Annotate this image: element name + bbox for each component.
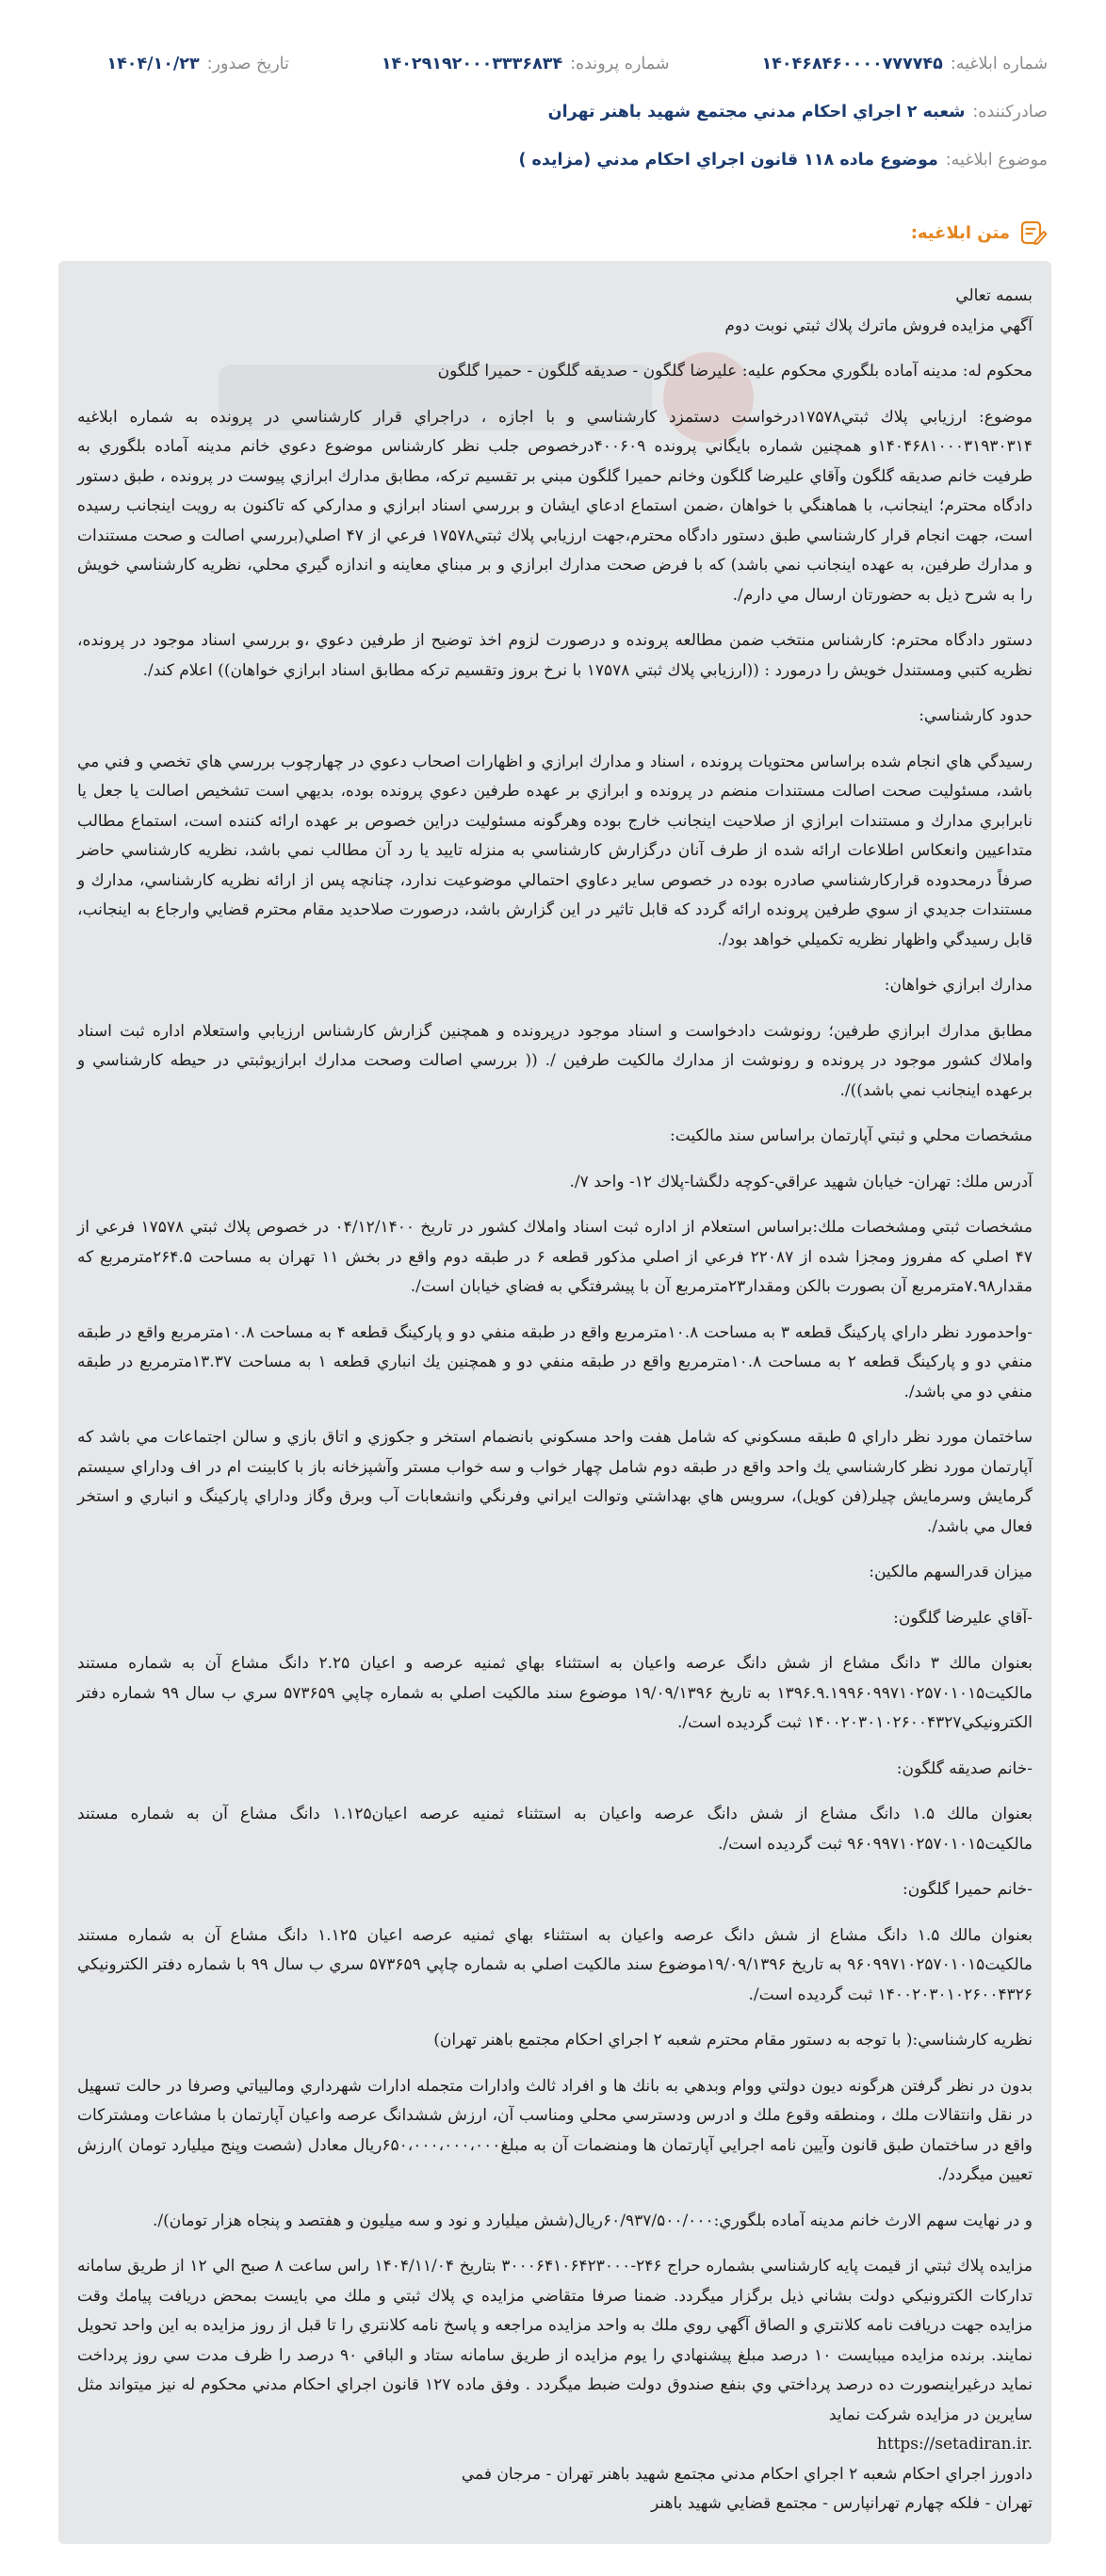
notice-paragraph: حدود كارشناسي: [919,706,1033,725]
notice-paragraph: دستور دادگاه محترم: كارشناس منتخب ضمن مطالعه پرونده و درصورت لزوم اخذ توضيح از طرفين دعوي ،و بررسي اسناد موجود در پرونده، نظريه كتبي ومستندل خويش را درمورد : ((ارزيابي پلاك ثبتي ۱۷۵۷۸ با نرخ بروز وتقسيم تركه مطابق اسناد ابرازي خواهان)) اعلام كند/. [77,631,1033,680]
issuer-row [0,75,1106,123]
notice-paragraph: و در نهايت سهم الارث خانم مدينه آماده بلگوري:۶۰/۹۳۷/۵۰۰/۰۰۰ريال(شش ميليارد و نود و سه ميليون و هفتصد و پنجاه هزار تومان)/. [152,2211,1033,2230]
notice-paragraph: بسمه تعالي آگهي مزايده فروش ماترك پلاك ثبتي نوبت دوم [724,286,1033,335]
notice-paragraph: بعنوان مالك ۱.۵ دانگ مشاع از شش دانگ عرصه واعيان به استثناء ثمنيه عرصه اعيان۱.۱۲۵ دانگ مشاع آن به شماره مستند مالكيت۹۶۰۹۹۷۱۰۲۵۷۰۱۰۱۵ ثبت گرديده است/. [77,1805,1033,1854]
notice-paragraph: بدون در نظر گرفتن هرگونه ديون دولتي ووام وبدهي به بانك ها و افراد ثالث وادارات متجمله ادارات شهرداري وماليياتي وصرفا در حالت تسهيل در نقل وانتقالات ملك ، ومنطقه وقوع ملك و ادرس ودسترسي محلي ومناسب آن، ارزش ششدانگ عرصه واعيان آپارتمان با مشاعات ومشتركات واقع در ساختمان طبق قانون وآيين نامه اجرايي آپارتمان ها ومنضمات آن به مبلغ۶۵۰،۰۰۰،۰۰۰،۰۰۰ريال معادل (شصت وپنج ميليارد تومان )ارزش تعيين ميگردد/. [77,2076,1033,2184]
notice-number-value: ۱۴۰۴۶۸۴۶۰۰۰۰۷۷۷۷۴۵ [761,55,943,73]
notice-paragraph: -آقاي عليرضا گلگون: [893,1608,1033,1628]
notice-paragraph: دادورز اجراي احكام شعبه ۲ اجراي احكام مدني مجتمع شهيد باهنر تهران - مرجان فمي تهران - فلكه چهارم تهرانپارس - مجتمع قضايي شهيد باهنر [461,2464,1033,2513]
notice-paragraph: مشخصات ثبتي ومشخصات ملك:براساس استعلام از اداره ثبت اسناد واملاك كشور در تاريخ ۰۴/۱۲/۱۴۰۰ در خصوص پلاك ثبتي ۱۷۵۷۸ فرعي از ۴۷ اصلي كه مفروز ومجزا شده از ۲۲۰۸۷ فرعي از اصلي مذكور قطعه ۶ در طبقه دوم واقع در بخش ۱۱ تهران به مساحت ۲۶۴.۵مترمربع كه مقدار۷.۹۸مترمربع آن بصورت بالكن ومقدار۲۳مترمربع آن با پيشرفتگي به فضاي خيابان است/. [77,1218,1033,1296]
notice-number-label: شماره ابلاغيه: [950,55,1048,73]
notice-paragraph: آدرس ملك: تهران- خيابان شهيد عراقي-كوچه دلگشا-پلاك ۱۲- واحد ۷/. [569,1172,1033,1191]
notice-paragraph: ميزان قدرالسهم مالكين: [869,1563,1033,1581]
notice-paragraph: نظريه كارشناسي:( با توجه به دستور مقام محترم شعبه ۲ اجراي احكام مجتمع باهنر تهران) [433,2031,1033,2049]
notice-number-field [762,53,1048,75]
notice-paragraph: مطابق مدارك ابرازي طرفين؛ رونوشت دادخواست و اسناد موجود درپرونده و همچنين گزارش كارشناس ارزيابي واستعلام اداره ثبت اسناد واملاك كشور موجود در پرونده و رونوشت از مدارك مالكيت طرفين /. (( بررسي اصالت وصحت مدارك ابرازيوثبتي در حيطه كارشناسي و برعهده اينجانب نمي باشد))/. [77,1021,1033,1100]
notice-paragraph: -خانم صديقه گلگون: [896,1758,1033,1778]
meta-row-numbers [0,0,1106,75]
notice-paragraph: بعنوان مالك ۳ دانگ مشاع از شش دانگ عرصه واعيان به استثناء بهاي ثمنيه عرصه و اعيان ۲.۲۵ دانگ مشاع آن به شماره مستند مالكيت۱۳۹۶.۹.۱۹۹۶۰۹۹۷۱۰۲۵۷۰۱۰۱۵ به تاريخ ۱۹/۰۹/۱۳۹۶ موضوع سند مالكيت اصلي به شماره چاپي ۵۷۳۶۵۹ سري ب سال ۹۹ شماره دفتر الكترونيكي۱۴۰۰۲۰۳۰۱۰۲۶۰۰۴۳۲۷ ثبت گرديده است/. [77,1654,1033,1732]
subject-label: موضوع ابلاغيه: [945,151,1048,170]
auction-website-paragraph [77,2430,1033,2460]
issuer-value: شعبه ۲ اجراي احكام مدني مجتمع شهيد باهنر تهران [547,103,966,122]
case-number-value: ۱۴۰۲۹۱۹۲۰۰۰۳۳۳۶۸۳۴ [381,55,563,73]
subject-value: موضوع ماده ۱۱۸ قانون اجراي احكام مدني (مزايده ) [518,151,938,170]
notice-paragraph: مدارك ابرازي خواهان: [884,976,1033,995]
issuer-label: صادركننده: [972,103,1048,122]
issue-date-label: تاريخ صدور: [206,55,289,73]
document-edit-icon [1019,219,1048,247]
case-number-field [382,53,670,75]
notice-paragraph: -واحدمورد نظر داراي پاركينگ قطعه ۳ به مساحت ۱۰.۸مترمربع واقع در طبقه منفي دو و پاركينگ قطعه ۴ به مساحت ۱۰.۸مترمربع واقع در طبقه منفي دو و پاركينگ قطعه ۲ به مساحت ۱۰.۸مترمربع واقع در طبقه منفي دو و همچنين يك انباري قطعه ۱ به مساحت ۱۳.۳۷مترمربع در طبقه منفي دو مي باشد/. [77,1322,1033,1401]
notice-paragraph: مزايده پلاك ثبتي از قيمت پايه كارشناسي بشماره حراج ۲۴۶-۳۰۰۰۶۴۱۰۶۴۲۳۰۰۰ بتاريخ ۱۴۰۴/۱۱/۰۴ راس ساعت ۸ صبح الي ۱۲ از طريق سامانه تداركات الكترونيكي دولت بشاني ذيل برگزار ميگردد. ضمنا صرفا متقاضي مزايده ي پلاك ثبتي و ملك مي بايست بمحض دريافت پيامك وقت مزايده جهت دريافت نامه كلانتري و الصاق آگهي روي ملك به واحد مزايده مراجعه و پاسخ نامه كلانتري را تا قبل از روز مزايده به اين واحد تحويل نمايند. برنده مزايده ميبايست ۱۰ درصد مبلغ پيشنهادي را يوم مزايده از طريق سامانه ستاد و الباقي ۹۰ درصد را ظرف مدت سي روز پرداخت نمايد درغيراينصورت ده درصد پرداختي وي بنفع صندوق دولت ضبط ميگردد . وفق ماده ۱۲۷ قانون اجراي احكام مدني محكوم له نيز ميتواند مثل سايرين در مزايده شركت نمايد [77,2257,1033,2424]
issue-date-field [106,53,288,75]
case-number-label: شماره پرونده: [570,55,670,73]
notice-paragraph: مشخصات محلي و ثبتي آپارتمان براساس سند مالكيت: [669,1126,1033,1145]
issue-date-value: ۱۴۰۴/۱۰/۲۳ [106,55,200,73]
auction-website-link[interactable]: https://setadiran.ir. [876,2435,1033,2454]
subject-row [0,123,1106,171]
notice-paragraph: محكوم له: مدينه آماده بلگوري محكوم عليه: عليرضا گلگون - صديقه گلگون - حميرا گلگون [437,362,1033,381]
notice-text [77,282,1033,2519]
notice-paragraph: موضوع: ارزيابي پلاك ثبتي۱۷۵۷۸درخواست دستمزد كارشناسي و با اجازه ، دراجراي قرار كارشناسي در پرونده به شماره ابلاغيه ۱۴۰۴۶۸۱۰۰۰۳۱۹۳۰۳۱۴و همچنين شماره بايگاني پرونده ۴۰۰۶۰۹درخصوص جلب نظر كارشناس موضوع دعوي خانم مدينه آماده بلگوري به طرفيت خانم صديقه گلگون وآقاي عليرضا گلگون وخانم حميرا گلگون مبني بر تقسيم تركه، مطابق مدارك ابرازي پيوست در پرونده ، طبق دستور دادگاه محترم؛ اينجانب، با هماهنگي با خواهان ،ضمن استماع ادعاي ايشان و بررسي اسناد ابرازي و مداركي كه تاكنون به رويت اينجانب رسيده است، جهت انجام قرار كارشناسي طبق دستور دادگاه محترم،جهت ارزيابي پلاك ثبتي۱۷۵۷۸ فرعي از ۴۷ اصلي(بررسي اصالت و صحت مستندات و مدارك طرفين، به عهده اينجانب نمي باشد) كه با فرض صحت مدارك ابرازي و بر مبناي معاينه و اندازه گيري محلي، نظريه كارشناسي خويش را به شرح ذيل به حضورتان ارسال مي دارم/. [77,407,1033,605]
notice-paragraph: بعنوان مالك ۱.۵ دانگ مشاع از شش دانگ عرصه واعيان به استثناء بهاي ثمنيه عرصه اعيان ۱.۱۲۵ دانگ مشاع آن به شماره مستند مالكيت۹۶۰۹۹۷۱۰۲۵۷۰۱۰۱۵ به تاريخ ۱۹/۰۹/۱۳۹۶موضوع سند مالكيت اصلي به شماره چاپي ۵۷۳۶۵۹ سري ب سال ۹۹ با شماره دفتر الكترونيكي ۱۴۰۰۲۰۳۰۱۰۲۶۰۰۴۳۲۶ ثبت گرديده است/. [77,1925,1033,2004]
notice-heading [0,171,1106,248]
notice-paragraph: -خانم حميرا گلگون: [903,1880,1033,1899]
notice-paragraph: رسيدگي هاي انجام شده براساس محتويات پرونده ، اسناد و مدارك ابرازي و اظهارات اصحاب دعوي در چهارچوب بررسي هاي تخصي و فني مي باشد، مسئوليت صحت اصالت مستندات منضم در پرونده و ابرازي بر عهده طرفين دعوي پرونده بوده، بديهي است تشخيص اصالت يا جعل يا نابرابري مدارك و مستندات ابرازي از صلاحيت اينجانب خارج بوده وهرگونه مسئوليت دراين خصوص بر عهده ارائه كننده است، استماع مطالب متداعيين وانعكاس اطلاعات ارائه شده از طرف آنان درگزارش كارشناسي به منزله تاييد يا رد آن مطالب نمي باشد، نظريه كارشناسي حاضر صرفاً درمحدوده قراركارشناسي صادره بوده در خصوص ساير دعاوي احتمالي موضوعيت ندارد، چنانچه پس از ارائه نظريه كارشناسي، مدارك و مستندات جديدي از سوي طرفين پرونده ارائه گردد كه قابل تاثير در اين گزارش باشد، درصورت صلاحديد مقام محترم قضايي وارجاع به اينجانب، قابل رسيدگي واظهار نظريه تكميلي خواهد بود/. [77,752,1033,949]
notice-body [58,261,1051,2544]
notice-paragraph: ساختمان مورد نظر داراي ۵ طبقه مسكوني كه شامل هفت واحد مسكوني بانضمام استخر و جكوزي و اتاق بازي و سالن اجتماعات مي باشد كه آپارتمان مورد نظر كارشناسي يك واحد واقع در طبقه دوم شامل چهار خواب و سه خواب مستر وآشپزخانه باز با كابينت ام در اف وداراي سيستم گرمايش وسرمايش چيلر(فن كويل)، سرويس هاي بهداشتي وتوالت ايراني وفرنگي وانشعابات آب وبرق وگاز وداراي پاركينگ و انباري و استخر فعال مي باشد/. [77,1428,1033,1536]
notice-title: متن ابلاغيه: [910,222,1010,243]
